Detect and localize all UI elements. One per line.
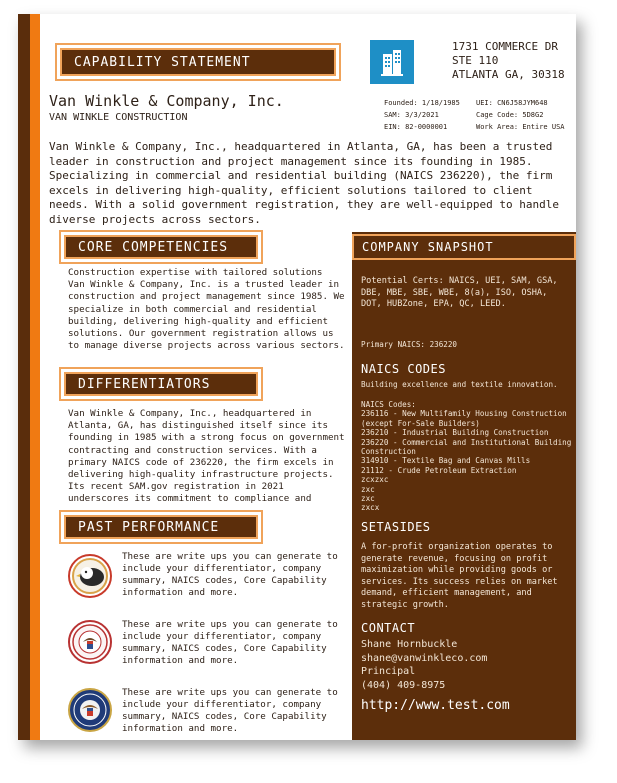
- intro-line: diverse projects across sectors.: [49, 212, 261, 226]
- capability-title-banner: [60, 48, 336, 76]
- contact-title: CONTACT: [361, 621, 416, 635]
- capability-statement-page: [18, 14, 576, 740]
- differentiators-line: delivering high-quality infrastructure projects.: [68, 469, 334, 481]
- naics-line: zxc: [361, 494, 375, 504]
- potential-certs: [361, 276, 573, 311]
- agency-seal-icon: [68, 620, 112, 664]
- core-competencies-title: CORE COMPETENCIES: [78, 239, 229, 255]
- past-performance-title: PAST PERFORMANCE: [78, 519, 220, 535]
- performance-line: These are write ups you can generate to: [122, 687, 338, 698]
- contact-phone: (404) 409-8975: [361, 679, 446, 691]
- certs-line: Potential Certs: NAICS, UEI, SAM, GSA,: [361, 276, 558, 286]
- core-line: specialize in both commercial and residential: [68, 303, 317, 315]
- contact-details: [361, 638, 487, 692]
- department-seal-icon: [68, 688, 112, 732]
- past-performance-item: [122, 551, 350, 599]
- intro-line: Specializing in commercial and residential building (NAICS 236220), the firm: [49, 169, 553, 182]
- core-line: to manage diverse projects across various sectors.: [68, 340, 345, 352]
- naics-line: zxcx: [361, 503, 380, 513]
- differentiators-line: founding in 1985 with a strong focus on government: [68, 432, 345, 444]
- capability-title: CAPABILITY STATEMENT: [74, 54, 251, 70]
- core-line: building, delivering high-quality and efficient: [68, 315, 328, 327]
- address-block: [452, 40, 565, 82]
- core-competencies-text: [68, 267, 350, 352]
- company-subtitle: VAN WINKLE CONSTRUCTION: [49, 112, 188, 123]
- contact-name: Shane Hornbuckle: [361, 639, 458, 650]
- differentiators-title: DIFFERENTIATORS: [78, 376, 211, 392]
- eagle-seal-icon: [68, 554, 112, 598]
- differentiators-line: Atlanta, GA, has distinguished itself since its: [68, 420, 328, 432]
- setasides-line: strategic growth.: [361, 599, 449, 610]
- performance-line: These are write ups you can generate to: [122, 619, 338, 630]
- intro-paragraph: [49, 140, 569, 227]
- past-performance-item: [122, 619, 350, 667]
- differentiators-line: Its recent SAM.gov registration in 2021: [68, 481, 284, 493]
- past-performance-item: [122, 687, 350, 735]
- company-snapshot-banner: [352, 234, 576, 260]
- core-competencies-banner: [64, 235, 258, 259]
- setasides-line: maximization while providing goods or: [361, 565, 553, 576]
- setasides-title: SETASIDES: [361, 520, 431, 534]
- naics-codes-title: NAICS CODES: [361, 362, 446, 376]
- primary-naics: Primary NAICS: 236220: [361, 340, 458, 349]
- left-orange-stripe: [30, 14, 40, 740]
- differentiators-text: [68, 408, 350, 506]
- contact-email[interactable]: shane@vanwinkleco.com: [361, 652, 488, 664]
- performance-line: information and more.: [122, 655, 239, 666]
- setasides-line: services. Its success relies on market: [361, 576, 558, 587]
- setasides-line: generate revenue, focusing on profit: [361, 553, 548, 564]
- performance-line: summary, NAICS codes, Core Capability: [122, 643, 327, 654]
- naics-line: 236210 - Industrial Building Construction: [361, 428, 549, 438]
- intro-line: leader in construction and project management since its founding in 1985.: [49, 154, 533, 168]
- naics-line: Construction: [361, 447, 416, 457]
- address-line-3: ATLANTA GA, 30318: [452, 68, 565, 81]
- differentiators-line: Van Winkle & Company, Inc., headquartered in: [68, 408, 312, 419]
- differentiators-line: contracting and construction services. With a: [68, 444, 317, 456]
- core-line: solutions. Our government registration allows us: [68, 328, 334, 340]
- core-line: Construction expertise with tailored solutions: [68, 267, 323, 278]
- naics-line: (except For-Sale Builders): [361, 418, 480, 428]
- differentiators-line: primary NAICS code of 236220, the firm excels in: [68, 456, 334, 468]
- performance-line: information and more.: [122, 723, 239, 734]
- address-line-2: STE 110: [452, 54, 499, 67]
- performance-line: summary, NAICS codes, Core Capability: [122, 575, 327, 586]
- building-icon: [370, 40, 414, 84]
- company-name: Van Winkle & Company, Inc.: [49, 92, 284, 110]
- certs-line: DBE, MBE, SBE, WBE, 8(a), ISO, OSHA,: [361, 287, 548, 298]
- ein-number: EIN: 82-0000001: [384, 123, 448, 131]
- naics-line: zcxzxc: [361, 475, 389, 485]
- past-performance-banner: [64, 515, 258, 539]
- naics-line: zxc: [361, 484, 375, 494]
- cage-code: Cage Code: 5D8G2: [476, 111, 544, 119]
- website-link[interactable]: http://www.test.com: [361, 698, 510, 713]
- intro-line: excels in delivering high-quality, efficient solutions tailored to client: [49, 183, 533, 197]
- setasides-line: demand, efficient management, and: [361, 588, 532, 599]
- company-snapshot-title: COMPANY SNAPSHOT: [362, 240, 494, 254]
- naics-line: 236116 - New Multifamily Housing Construction: [361, 409, 567, 419]
- certs-line: DOT, HUBZone, EPA, QC, LEED.: [361, 299, 506, 310]
- performance-line: information and more.: [122, 587, 239, 598]
- naics-line: NAICS Codes:: [361, 400, 416, 409]
- founded-date: Founded: 1/18/1985: [384, 99, 460, 107]
- differentiators-line: underscores its commitment to compliance and: [68, 493, 312, 505]
- work-area: Work Area: Entire USA: [476, 123, 565, 131]
- naics-tagline: Building excellence and textile innovation.: [361, 380, 558, 389]
- differentiators-banner: [64, 372, 258, 396]
- naics-line: 314910 - Textile Bag and Canvas Mills: [361, 456, 531, 466]
- sam-date: SAM: 3/3/2021: [384, 111, 439, 119]
- core-line: Van Winkle & Company, Inc. is a trusted leader in: [68, 279, 340, 291]
- naics-line: 21112 - Crude Petroleum Extraction: [361, 465, 517, 475]
- performance-line: include your differentiator, company: [122, 699, 322, 710]
- naics-codes-list: [361, 400, 573, 513]
- setasides-text: [361, 542, 573, 612]
- performance-line: include your differentiator, company: [122, 563, 322, 574]
- setasides-line: A for-profit organization operates to: [361, 542, 553, 552]
- company-details: [384, 97, 574, 133]
- core-line: construction and project management since 1985. We: [68, 291, 345, 303]
- performance-line: These are write ups you can generate to: [122, 551, 338, 562]
- intro-line: Van Winkle & Company, Inc., headquartered in Atlanta, GA, has been a trusted: [49, 140, 553, 153]
- performance-line: include your differentiator, company: [122, 631, 322, 642]
- performance-line: summary, NAICS codes, Core Capability: [122, 711, 327, 722]
- left-brown-stripe: [18, 14, 30, 740]
- intro-line: needs. With a solid government registration, they are well-equipped to handle: [49, 198, 559, 211]
- uei-code: UEI: CN6J58JYM648: [476, 99, 548, 107]
- contact-role: Principal: [361, 666, 416, 678]
- address-line-1: 1731 COMMERCE DR: [452, 40, 558, 53]
- naics-line: 236220 - Commercial and Institutional Building: [361, 437, 572, 447]
